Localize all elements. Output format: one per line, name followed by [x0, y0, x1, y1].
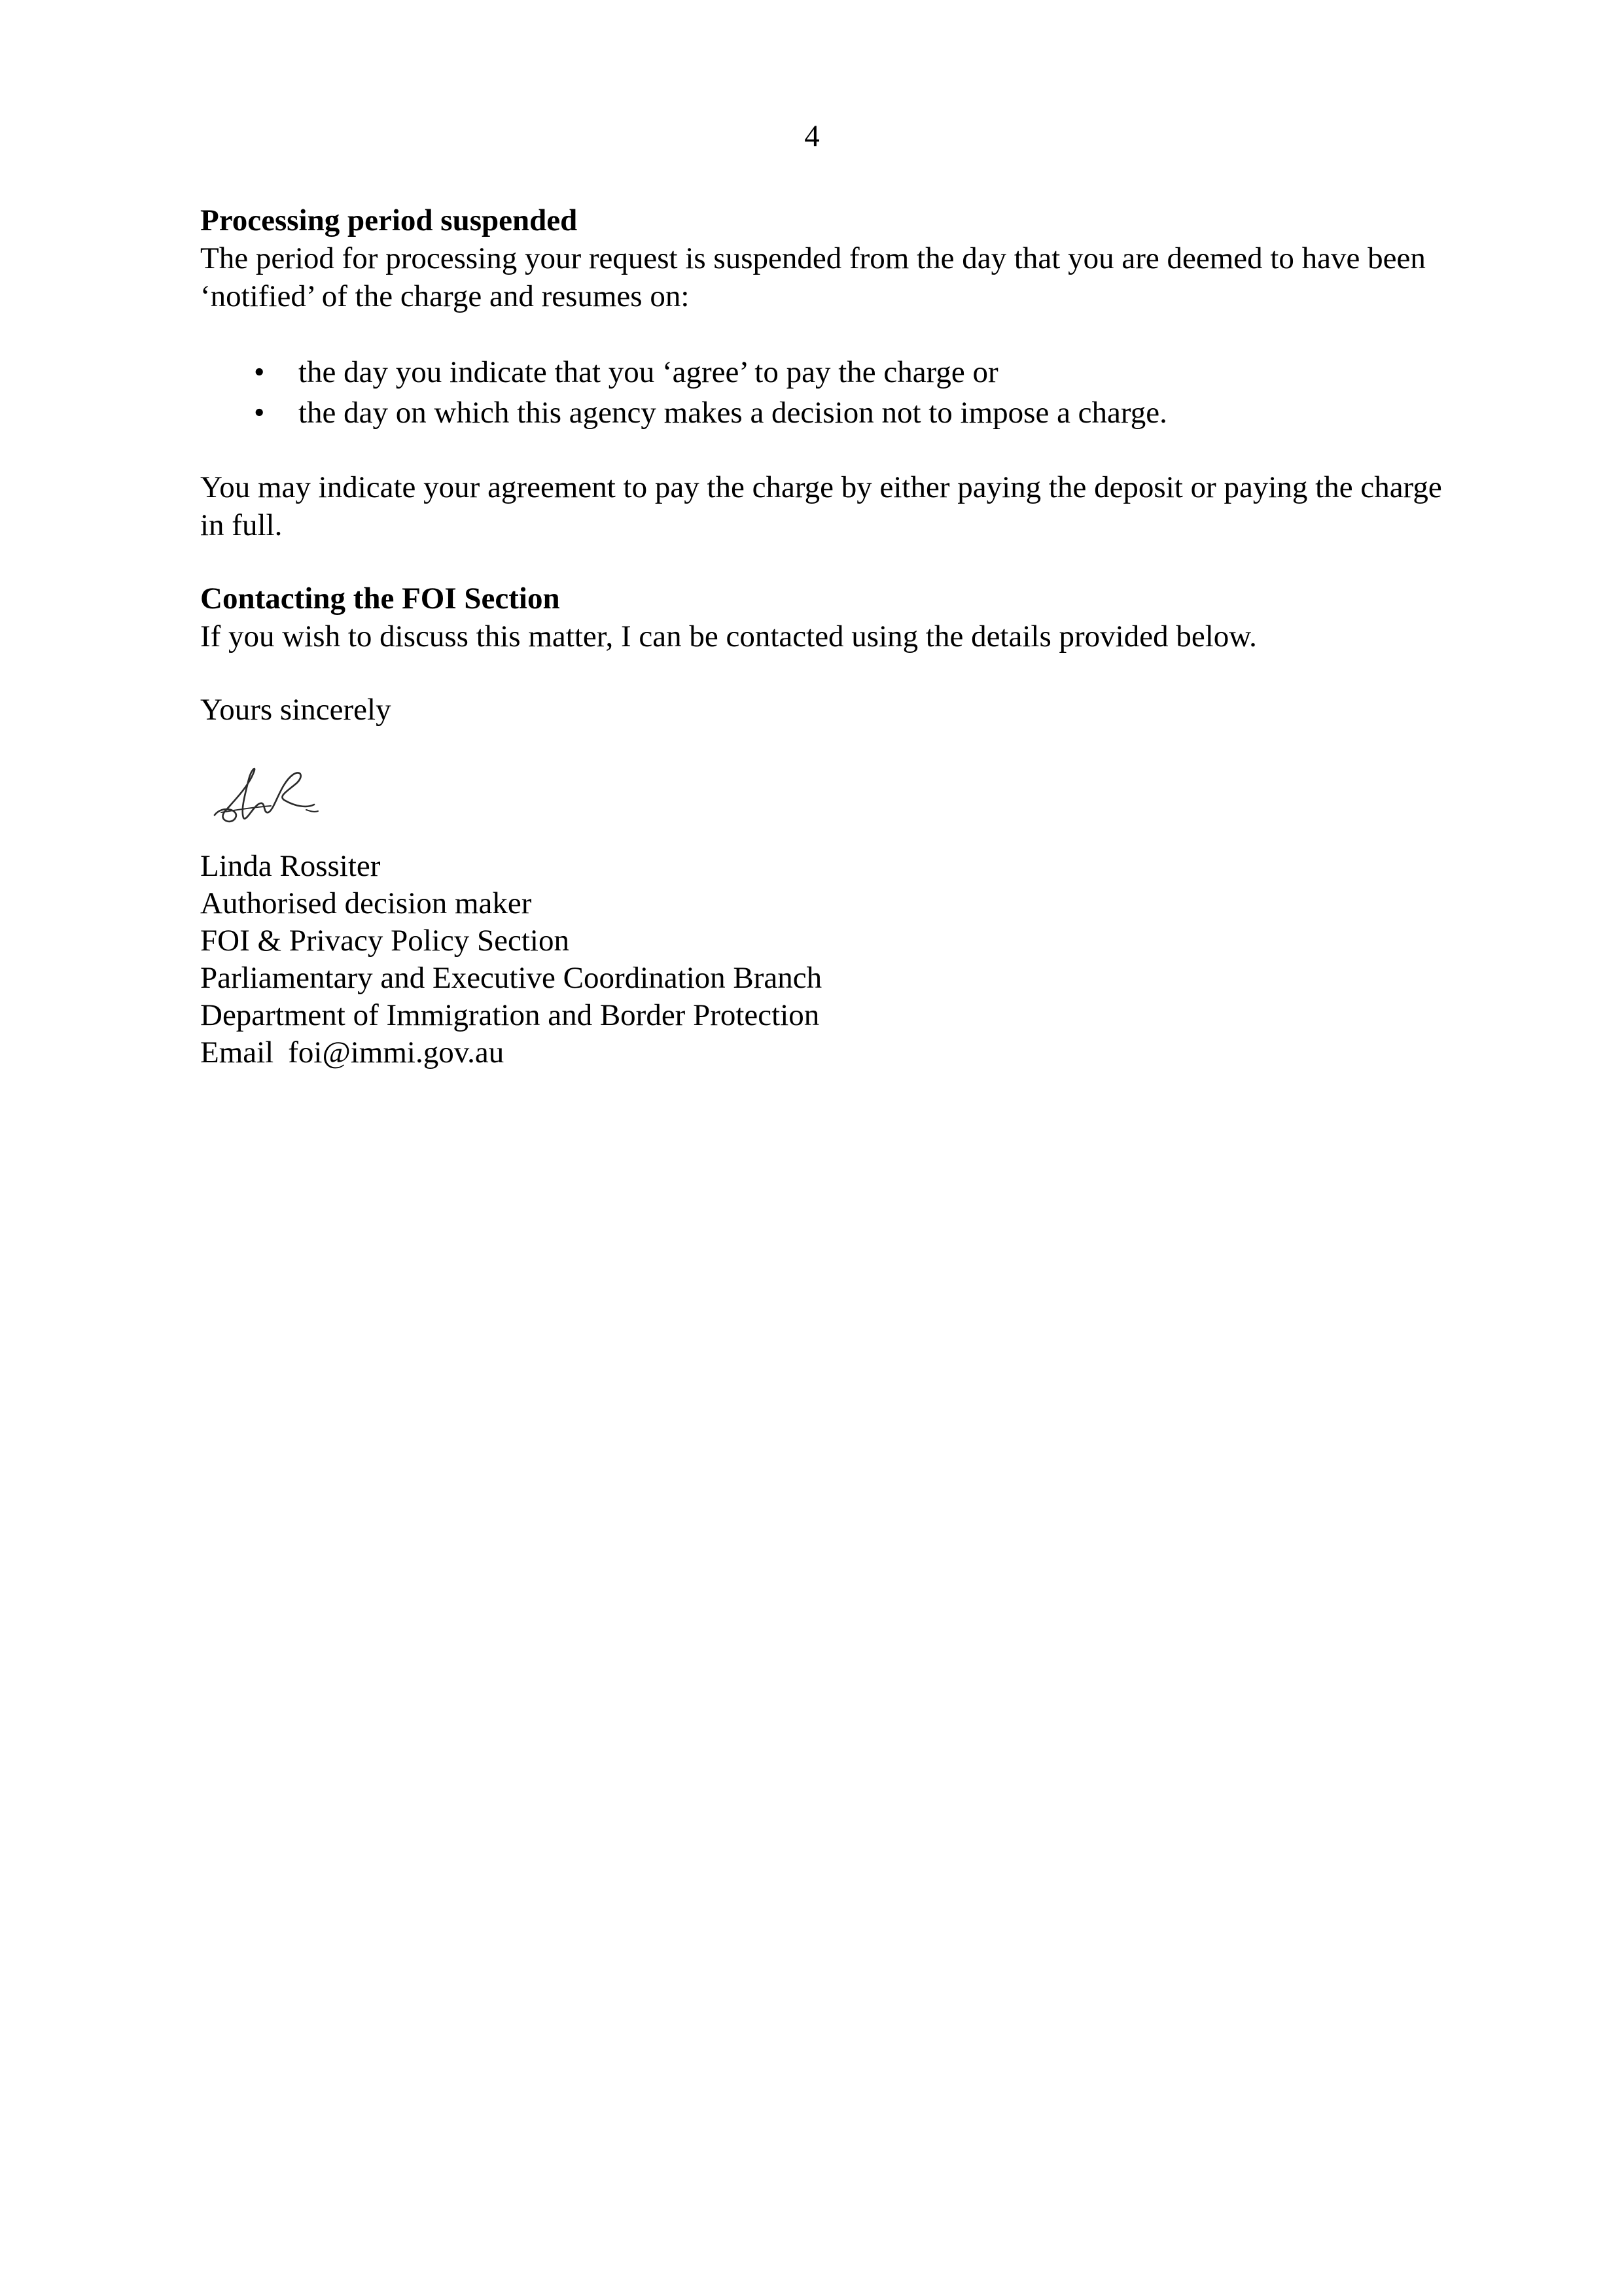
- signatory-role: Authorised decision maker: [200, 886, 532, 920]
- email-label: Email: [200, 1035, 274, 1070]
- agreement-paragraph: You may indicate your agreement to pay the charge by either paying the deposit or paying the charge in full.: [200, 470, 1442, 542]
- signature-block: [200, 848, 1443, 1071]
- letter-body: [200, 201, 1443, 1071]
- closing-salutation: Yours sincerely: [200, 693, 391, 727]
- processing-intro: The period for processing your request is suspended from the day that you are deemed to have been ‘notified’ of the charge and resumes on:: [200, 241, 1426, 313]
- resume-conditions-list: [200, 352, 1443, 433]
- signatory-section: FOI & Privacy Policy Section: [200, 924, 569, 958]
- list-item-text: the day you indicate that you ‘agree’ to pay the charge or: [298, 355, 998, 389]
- list-item: [200, 352, 1443, 392]
- bullet-icon: •: [254, 396, 265, 430]
- signatory-department: Department of Immigration and Border Protection: [200, 998, 820, 1032]
- page-number: 4: [804, 119, 820, 153]
- signatory-name: Linda Rossiter: [200, 849, 381, 883]
- contact-paragraph: If you wish to discuss this matter, I can be contacted using the details provided below.: [200, 619, 1257, 653]
- contact-heading: Contacting the FOI Section: [200, 582, 560, 616]
- spacer: [200, 315, 1443, 352]
- list-item-text: the day on which this agency makes a decision not to impose a charge.: [298, 396, 1167, 430]
- signatory-branch: Parliamentary and Executive Coordination Branch: [200, 961, 822, 995]
- list-item: [200, 392, 1443, 433]
- spacer: [200, 544, 1443, 580]
- spacer: [200, 433, 1443, 468]
- signatory-email-line: [200, 1034, 1443, 1071]
- handwritten-signature: [208, 757, 326, 829]
- bullet-icon: •: [254, 355, 265, 389]
- processing-heading: Processing period suspended: [200, 203, 578, 237]
- email-address: foi@immi.gov.au: [288, 1035, 504, 1070]
- spacer: [200, 655, 1443, 691]
